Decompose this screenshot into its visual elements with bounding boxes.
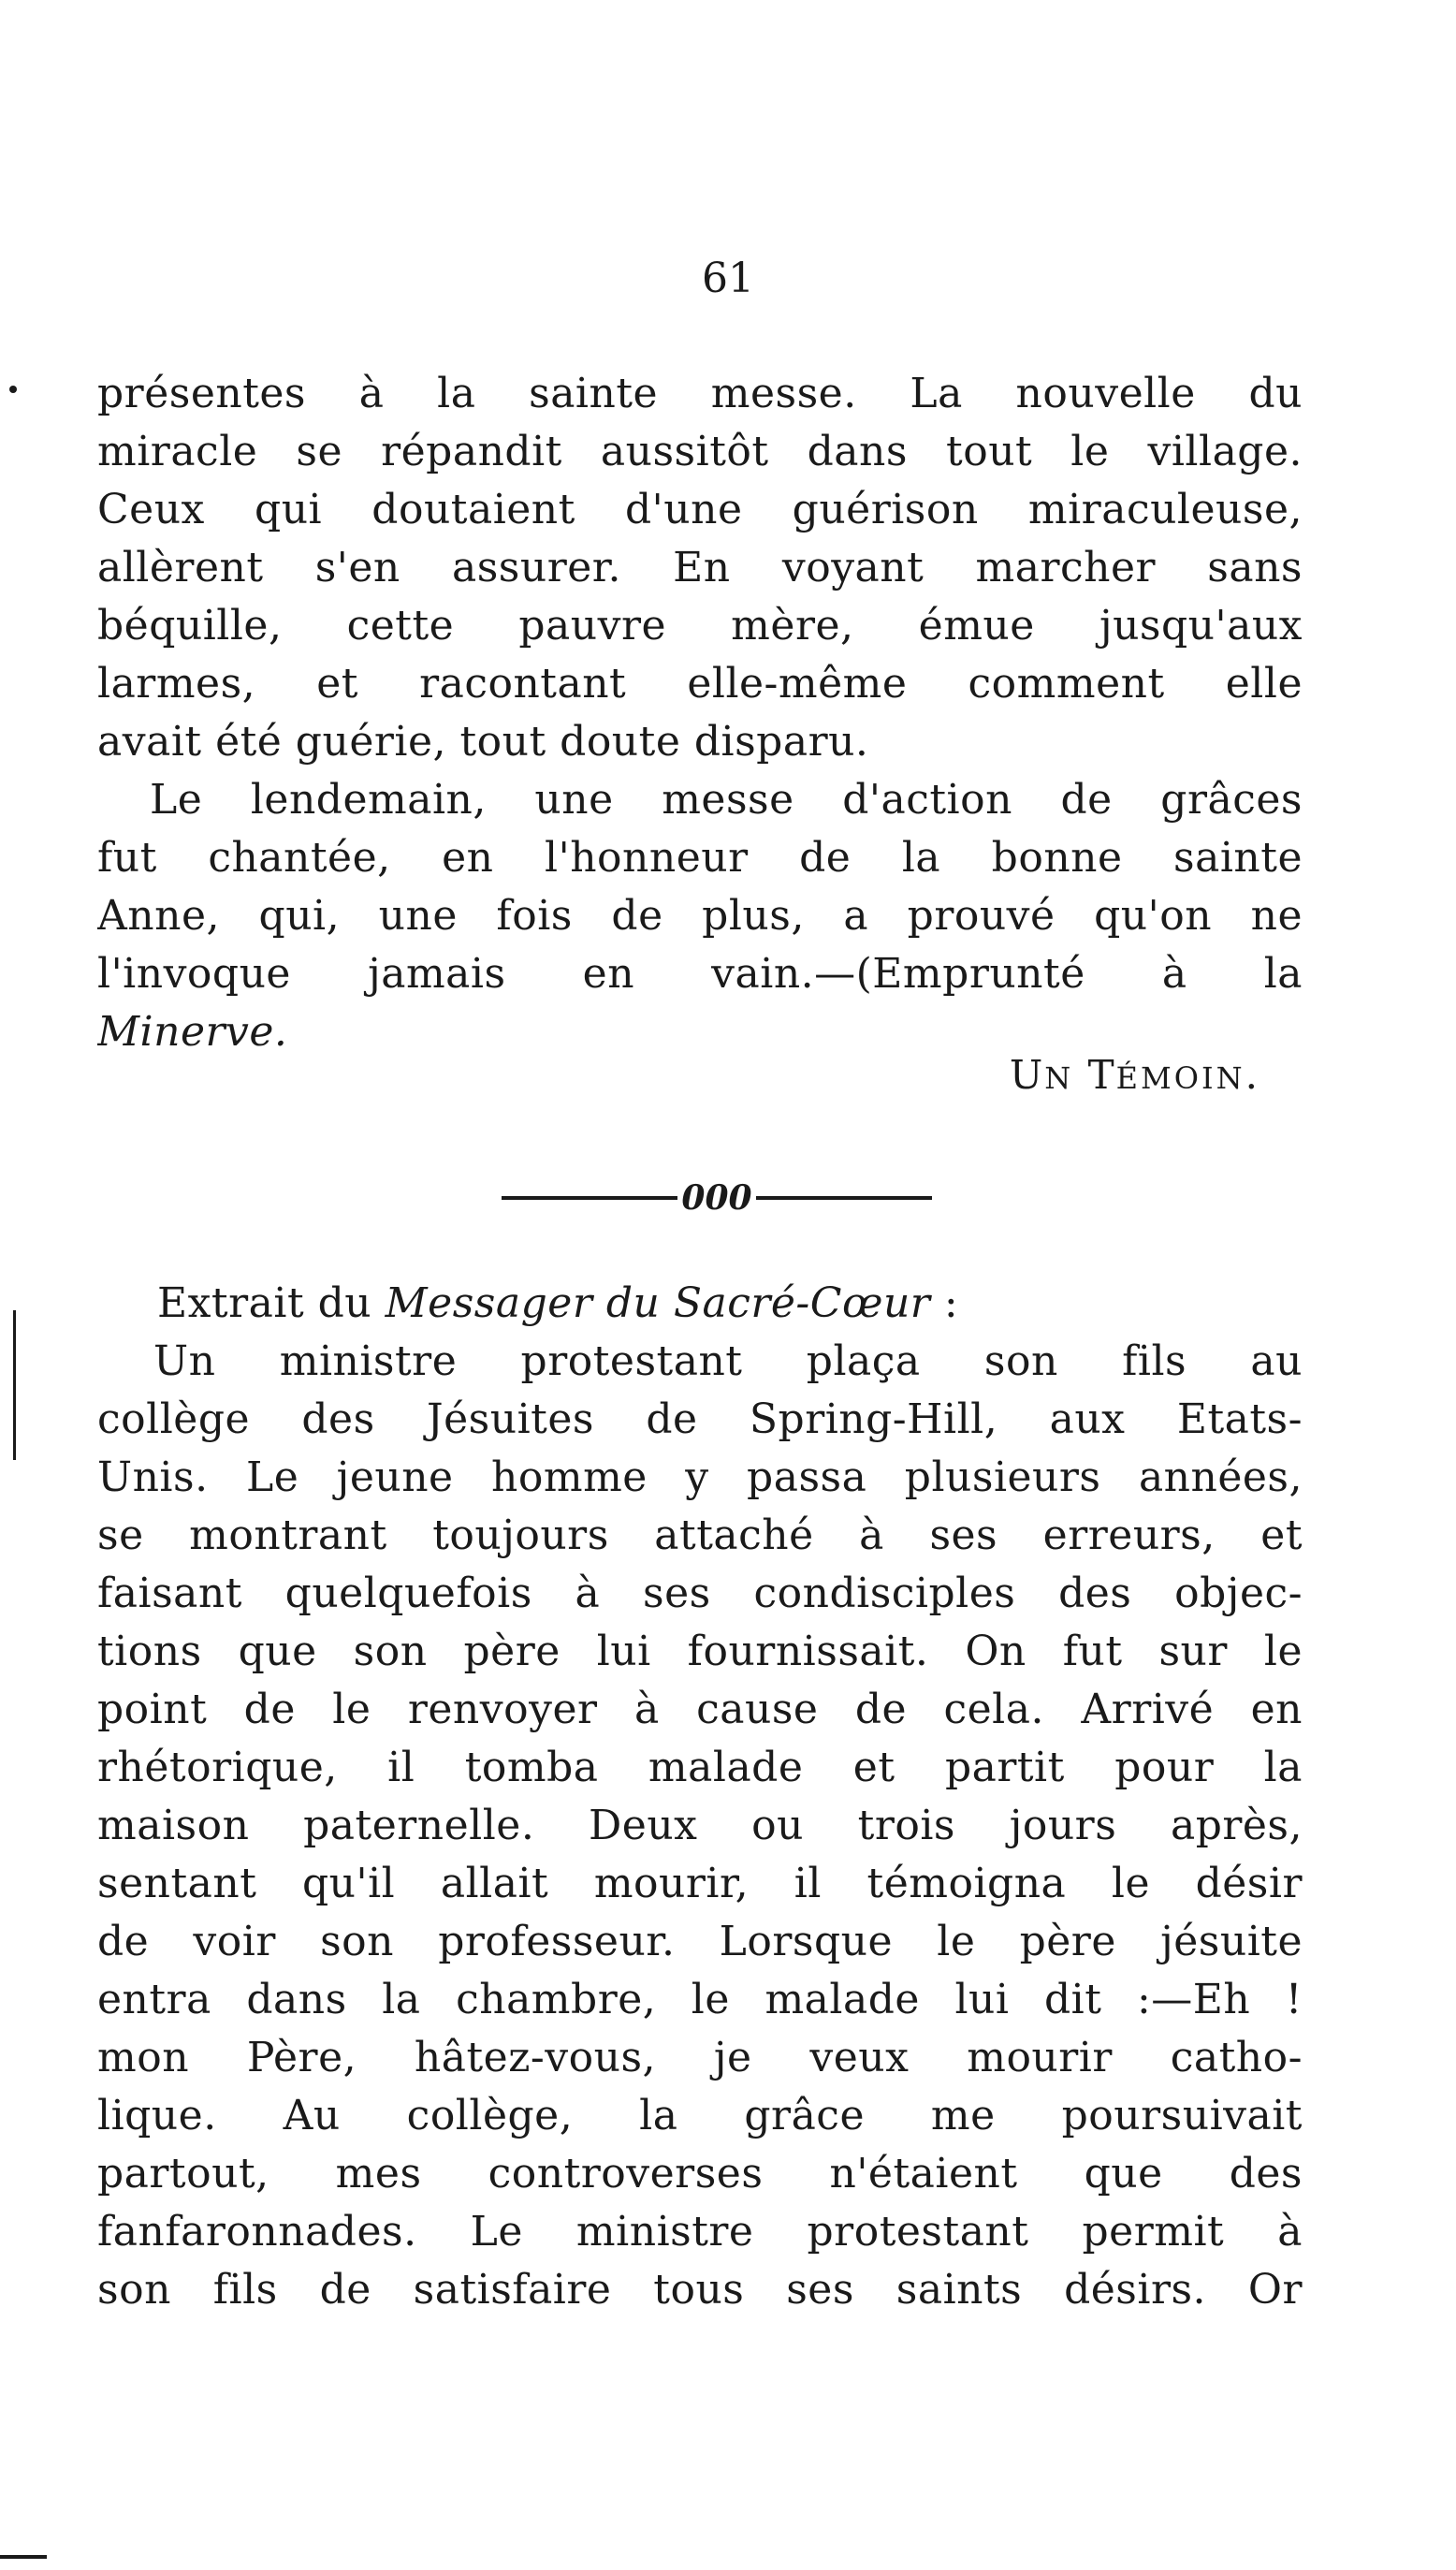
text-line: Un ministre protestant plaça son fils au	[153, 1337, 1303, 1385]
text-line: maison paternelle. Deux ou trois jours après,	[97, 1802, 1303, 1849]
paragraph-extrait	[97, 1275, 1303, 2319]
source-citation: Minerve.	[97, 1008, 288, 1056]
text-line: son fils de satisfaire tous ses saints désirs. Or	[97, 2266, 1303, 2314]
text-line: collège des Jésuites de Spring-Hill, aux Etats-	[97, 1395, 1303, 1443]
text-line: entra dans la chambre, le malade lui dit :—Eh !	[97, 1976, 1303, 2023]
separator-mark: 000	[681, 1178, 752, 1218]
text-line: partout, mes controverses n'étaient que des	[97, 2150, 1303, 2198]
signature-period: .	[1245, 1052, 1259, 1098]
extract-source: Messager du Sacré-Cœur	[385, 1279, 931, 1327]
scan-mark-edge	[13, 1310, 16, 1460]
extract-intro: Extrait du	[157, 1279, 372, 1327]
text-line: Le lendemain, une messe d'action de grâces	[150, 776, 1303, 824]
text-line: fut chantée, en l'honneur de la bonne sainte	[97, 834, 1303, 882]
text-line: Unis. Le jeune homme y passa plusieurs années,	[97, 1453, 1303, 1501]
separator-rule-left	[502, 1196, 677, 1200]
separator-rule-right	[756, 1196, 932, 1200]
text-line: béquille, cette pauvre mère, émue jusqu'aux	[97, 602, 1303, 650]
text-line: présentes à la sainte messe. La nouvelle du	[97, 370, 1303, 417]
text-line: allèrent s'en assurer. En voyant marcher sans	[97, 544, 1303, 591]
text-line: point de le renvoyer à cause de cela. Arrivé en	[97, 1686, 1303, 1733]
signature-small-2: ÉMOIN	[1115, 1060, 1245, 1096]
text-line: l'invoque jamais en vain.—(Emprunté à la	[97, 950, 1303, 998]
text-line: Anne, qui, une fois de plus, a prouvé qu'on ne	[97, 892, 1303, 940]
scan-mark-dot	[9, 386, 17, 393]
text-line: lique. Au collège, la grâce me poursuivait	[97, 2092, 1303, 2139]
extract-colon: :	[930, 1279, 959, 1327]
text-line: larmes, et racontant elle-même comment elle	[97, 660, 1303, 708]
text-line: miracle se répandit aussitôt dans tout le village.	[97, 428, 1303, 475]
text-line: avait été guérie, tout doute disparu.	[97, 718, 869, 766]
signature	[1010, 1046, 1259, 1107]
scan-mark-corner	[0, 2555, 47, 2559]
text-line: se montrant toujours attaché à ses erreurs, et	[97, 1511, 1303, 1559]
paragraph-continuation	[97, 365, 1303, 771]
paragraph-lendemain	[97, 771, 1303, 1061]
signature-initial-1: U	[1009, 1052, 1045, 1098]
text-line: sentant qu'il allait mourir, il témoigna le désir	[97, 1860, 1303, 1907]
text-line: mon Père, hâtez-vous, je veux mourir catho-	[97, 2034, 1303, 2081]
signature-initial-2: T	[1087, 1052, 1116, 1098]
extract-heading	[97, 1275, 1303, 1333]
text-line: de voir son professeur. Lorsque le père jésuite	[97, 1918, 1303, 1965]
text-line: rhétorique, il tomba malade et partit pour la	[97, 1744, 1303, 1791]
section-separator	[502, 1170, 932, 1226]
text-line: Ceux qui doutaient d'une guérison miraculeuse,	[97, 486, 1303, 533]
text-line: fanfaronnades. Le ministre protestant permit à	[97, 2208, 1303, 2256]
text-line: faisant quelquefois à ses condisciples des objec-	[97, 1570, 1303, 1617]
text-line: tions que son père lui fournissait. On fut sur le	[97, 1628, 1303, 1675]
page-number: 61	[702, 255, 754, 302]
signature-small-1: N	[1044, 1060, 1074, 1096]
